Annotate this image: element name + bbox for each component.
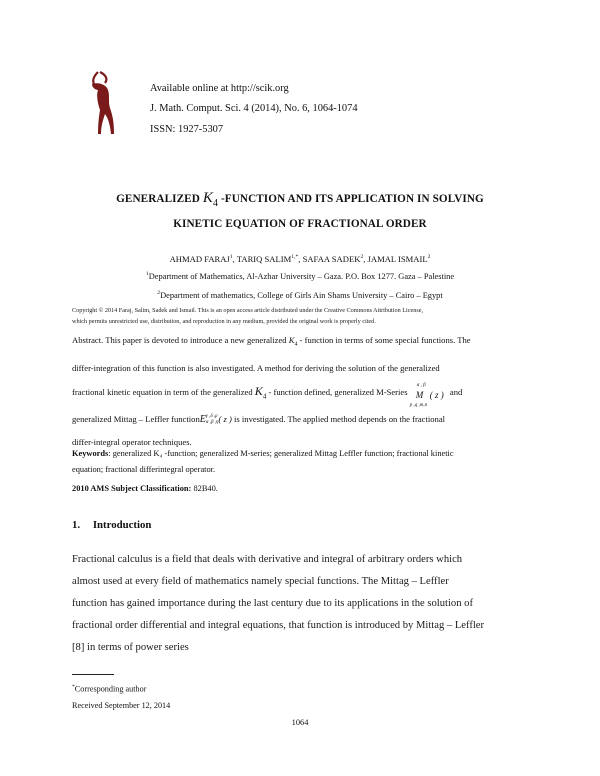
author-sup: 1,* xyxy=(291,254,299,261)
author-name: JAMAL ISMAIL xyxy=(367,254,428,264)
msc-classification xyxy=(72,484,218,493)
keywords-line: equation; fractional differintegral operator. xyxy=(72,464,216,474)
abstract-k-symbol xyxy=(288,335,298,348)
copyright-line: which permits unrestricted use, distribution, and reproduction in any medium, provided the original work is properly cited. xyxy=(72,318,376,325)
footnote-received: Received September 12, 2014 xyxy=(72,701,171,710)
abstract-text: fractional kinetic equation in term of the generalized xyxy=(72,386,253,397)
journal-citation: J. Math. Comput. Sci. 4 (2014), No. 6, 1064-1074 xyxy=(150,103,358,114)
e-arg: ( z ) xyxy=(218,414,232,425)
abstract-text: and xyxy=(449,386,463,397)
affiliation-1 xyxy=(0,271,600,281)
paragraph-line: almost used at every field of mathematics namely special functions. The Mittag – Leffler xyxy=(72,576,449,587)
abstract-line xyxy=(72,380,530,408)
affiliation-sup: 1 xyxy=(145,271,149,277)
k-letter: K xyxy=(254,383,263,398)
paragraph-line: Fractional calculus is a field that deals with derivative and integral of arbitrary orders which xyxy=(72,554,463,565)
author-sup: 2 xyxy=(427,254,431,261)
journal-availability: Available online at http://scik.org xyxy=(150,83,289,94)
affiliation-text: Department of Mathematics, Al-Azhar University – Gaza. P.O. Box 1277. Gaza – Palestine xyxy=(148,271,455,281)
page-number: 1064 xyxy=(291,718,309,727)
journal-issn: ISSN: 1927-5307 xyxy=(150,124,224,135)
e-sub: α ,β ,η xyxy=(205,420,219,426)
author-sup: 2 xyxy=(360,254,364,261)
k-letter: K xyxy=(288,335,295,345)
title-prefix: GENERALIZED xyxy=(116,193,200,205)
m-series-formula xyxy=(409,382,448,408)
section-heading xyxy=(72,519,151,531)
footnote-text: Corresponding author xyxy=(74,684,147,694)
paper-title-line-1 xyxy=(0,190,600,209)
author-list: AHMAD FARAJ$^1$, TARIQ $SALIM^{1,*}$, SAFAA SADEK$^2$, JAMAL ISMAIL$^2$ xyxy=(169,254,431,264)
m-series-arg: ( z ) xyxy=(429,389,444,400)
affiliation-2 xyxy=(0,290,600,300)
m-series-symbol: M xyxy=(415,389,424,400)
abstract-line xyxy=(72,408,530,431)
paragraph-line: fractional order differential and integral equations, that function is introduced by Mittag – Leffler xyxy=(72,620,485,631)
e-symbol: E xyxy=(199,414,206,426)
paper-title-line-2: KINETIC EQUATION OF FRACTIONAL ORDER xyxy=(173,218,427,230)
title-k-symbol xyxy=(202,190,219,209)
paragraph-line: function has gained importance during the last century due to its applications in the solution of xyxy=(72,598,474,609)
msc-label: 2010 AMS Subject Classification: xyxy=(72,484,192,493)
introduction-paragraph xyxy=(72,549,532,659)
section-title: Introduction xyxy=(92,519,152,531)
copyright-notice xyxy=(72,305,532,327)
affiliation-text: Department of mathematics, College of Girls Ain Shams University – Cairo – Egypt xyxy=(160,290,443,300)
paragraph-line: [8] in terms of power series xyxy=(72,642,189,653)
abstract-line: differ-integral operator techniques. xyxy=(72,437,192,448)
k-subscript: 4 xyxy=(262,392,267,401)
copyright-line: Copyright © 2014 Faraj, Salim, Sadek and Ismail. This is an open access article distributed under the Creative Commons Attribution License, xyxy=(72,307,424,314)
author-name: AHMAD FARAJ xyxy=(169,254,230,264)
abstract-text: is investigated. The applied method depends on the fractional xyxy=(234,414,446,425)
title-k-subscript: 4 xyxy=(212,198,219,209)
abstract-text: generalized Mittag – Leffler function xyxy=(72,414,200,425)
abstract-line xyxy=(72,329,530,357)
mittag-leffler-formula xyxy=(200,414,232,424)
msc-value: 82B40. xyxy=(193,484,218,493)
journal-logo xyxy=(84,70,120,140)
abstract-text: - function defined, generalized M-Series xyxy=(268,386,408,397)
e-sup: γ ,δ ,ρ xyxy=(205,414,218,420)
keywords-label: Keywords xyxy=(72,449,109,458)
keywords xyxy=(72,446,532,477)
footnote-rule xyxy=(72,674,114,675)
k-subscript: 4 xyxy=(294,341,298,348)
footnote-corresponding xyxy=(72,684,146,694)
m-series-sub: p ,q ,m,n xyxy=(409,402,428,408)
author-sup: 1 xyxy=(229,254,233,261)
author-name: SAFAA SADEK xyxy=(302,254,361,264)
abstract-k-symbol xyxy=(254,383,267,401)
abstract-line: differ-integration of this function is also investigated. A method for deriving the solution of the generalized xyxy=(72,362,440,373)
m-series-sup: α , β xyxy=(416,382,426,388)
author-name: TARIQ SALIM xyxy=(236,254,292,264)
section-number: 1. xyxy=(72,519,81,531)
affiliation-sup: 2 xyxy=(157,290,161,296)
abstract xyxy=(72,329,530,454)
footnote-star: * xyxy=(72,684,75,690)
title-k-letter: K xyxy=(202,190,213,206)
keywords-line xyxy=(72,446,532,462)
abstract-text: Abstract. This paper is devoted to introduce a new generalized xyxy=(72,335,287,345)
keywords-text: : generalized K₄ -function; generalized M-series; generalized Mittag Leffler function; fractional kinetic xyxy=(108,449,454,458)
abstract-text: - function in terms of some special functions. The xyxy=(299,335,471,345)
title-suffix: -FUNCTION AND ITS APPLICATION IN SOLVING xyxy=(220,193,484,205)
